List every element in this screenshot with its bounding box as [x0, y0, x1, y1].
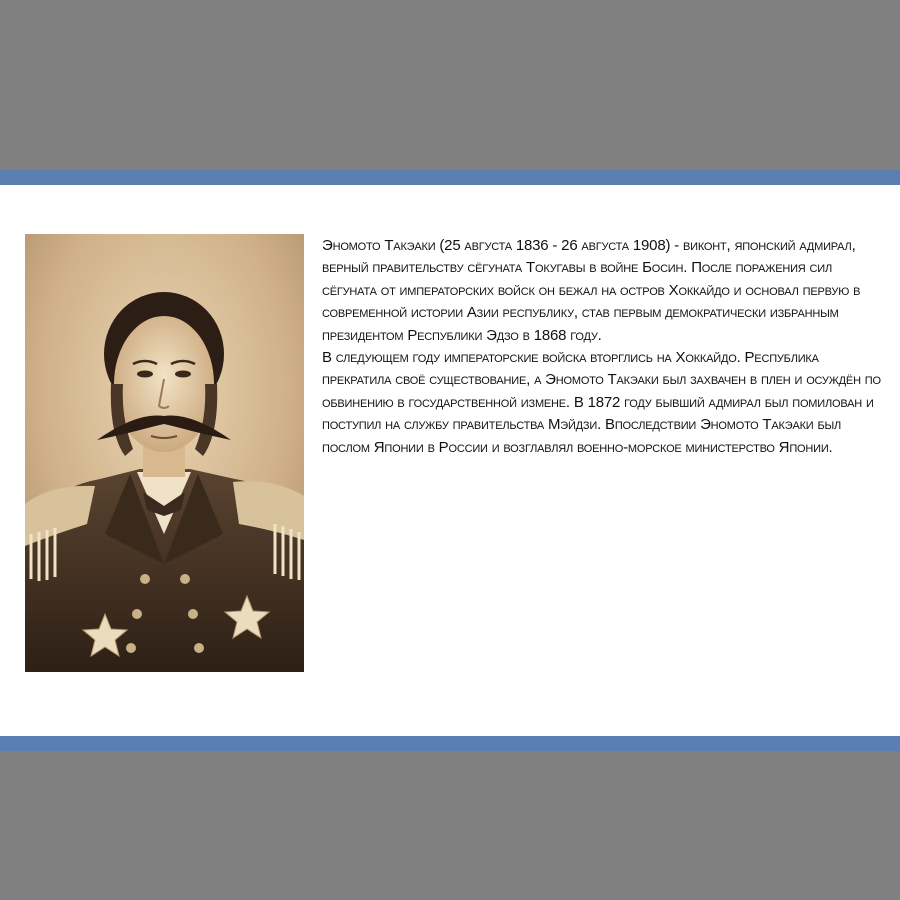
- portrait-photo-icon: [25, 234, 304, 672]
- top-blue-stripe: [0, 170, 900, 185]
- biography-paragraph-1: Эномото Такэаки (25 августа 1836 - 26 августа 1908) - виконт, японский адмирал, верный правительству сёгуната Токугавы в войне Босин. После поражения сил сёгуната от императорских войск он бежал на остров Хоккайдо и основал первую в современной истории Азии республику, став первым демократически избранным президентом Республики Эдзо в 1868 году.: [322, 237, 861, 344]
- biography-text: [322, 235, 884, 459]
- biography-paragraph-2: В следующем году императорские войска вторглись на Хоккайдо. Республика прекратила своё существование, а Эномото Такэаки был захвачен в плен и осуждён по обвинению в государственной измене. В 1872 году бывший адмирал был помилован и поступил на службу правительства Мэйдзи. Впоследствии Эномото Такэаки был послом Японии в России и возглавлял военно-морское министерство Японии.: [322, 349, 881, 456]
- bottom-gray-band: [0, 751, 900, 900]
- top-gray-band: [0, 0, 900, 170]
- slide-panel: [0, 185, 900, 736]
- bottom-blue-stripe: [0, 736, 900, 751]
- portrait-photo: [25, 234, 304, 672]
